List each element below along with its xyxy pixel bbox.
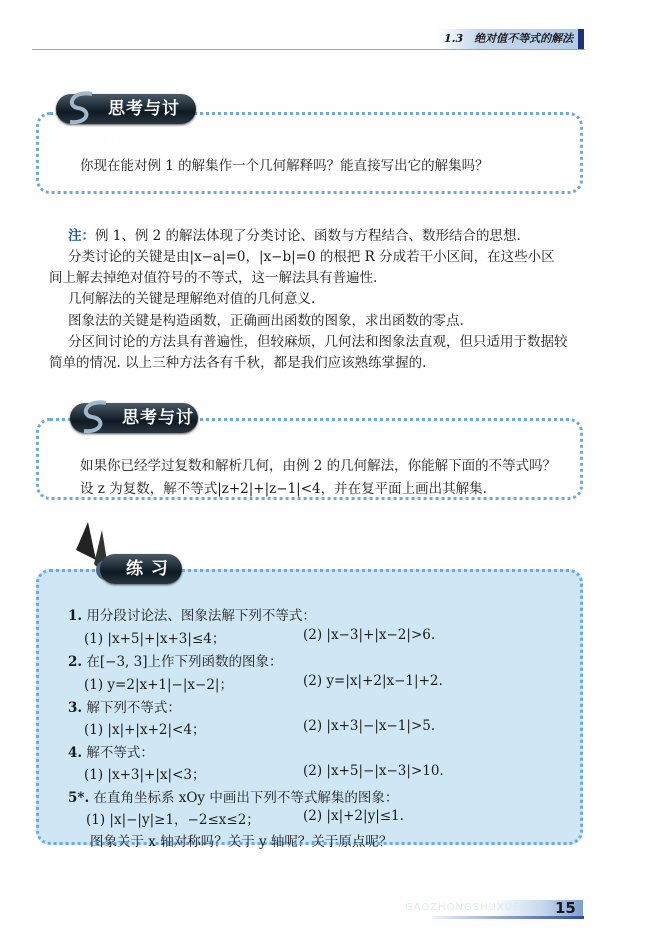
swirl-arrows-icon xyxy=(76,397,116,437)
exercise-1b: (2) |x−3|+|x−2|>6. xyxy=(303,627,436,643)
discussion-badge-1 xyxy=(56,94,196,149)
note-label: 注： xyxy=(68,228,95,244)
exercise-4a: (1) |x+3|+|x|<3； xyxy=(84,767,206,783)
exercise-text: 解不等式： xyxy=(86,745,154,761)
exercise-4 xyxy=(68,741,154,761)
swirl-arrows-icon xyxy=(62,88,102,128)
exercise-5a: (1) |x|−|y|≥1，−2≤x≤2； xyxy=(86,812,260,828)
exercise-1a: (1) |x+5|+|x+3|≤4； xyxy=(84,631,226,647)
note-line-2: 分类讨论的关键是由|x−a|=0，|x−b|=0 的根把 R 分成若干小区间，在这些小区 xyxy=(68,249,555,265)
exercise-2 xyxy=(68,650,283,670)
exercise-3a: (1) |x|+|x+2|<4； xyxy=(84,722,206,738)
exercise-3b: (2) |x+3|−|x−1|>5. xyxy=(303,718,436,734)
header-accent-bar xyxy=(578,29,584,50)
discussion-badge-2 xyxy=(70,403,198,458)
discussion-text: 你现在能对例 1 的解集作一个几何解释吗？能直接写出它的解集吗？ xyxy=(80,158,489,174)
exercise-5b: (2) |x|+2|y|≤1. xyxy=(303,808,404,824)
discussion-title: 思考与讨论 xyxy=(122,408,194,458)
exercise-4b: (2) |x+5|−|x−3|>10. xyxy=(303,763,444,779)
header-rule xyxy=(32,49,585,50)
exercise-title: 练 习 xyxy=(126,559,169,579)
note-line-1 xyxy=(68,224,521,244)
note-text: 例 1、例 2 的解法体现了分类讨论、函数与方程结合、数形结合的思想. xyxy=(95,228,521,244)
exercise-5 xyxy=(68,786,398,806)
exercise-text: 在[−3, 3]上作下列函数的图象： xyxy=(86,654,283,670)
exercise-number: 2. xyxy=(68,654,83,670)
page-number: 15 xyxy=(555,899,576,917)
note-line-4: 几何解法的关键是理解绝对值的几何意义. xyxy=(68,291,316,307)
discussion-title: 思考与讨论 xyxy=(108,99,180,149)
exercise-3 xyxy=(68,696,181,716)
exercise-text: 用分段讨论法、图象法解下列不等式： xyxy=(86,608,316,624)
discussion-line-2: 设 z 为复数，解不等式|z+2|+|z−1|<4，并在复平面上画出其解集. xyxy=(80,481,487,497)
exercise-5-followup: 图象关于 x 轴对称吗？关于 y 轴呢？关于原点呢？ xyxy=(90,834,393,850)
exercise-text: 在直角坐标系 xOy 中画出下列不等式解集的图象： xyxy=(93,790,399,806)
exercise-badge xyxy=(100,554,182,584)
exercise-2b: (2) y=|x|+2|x−1|+2. xyxy=(303,673,443,689)
exercise-text: 解下列不等式： xyxy=(86,700,181,716)
note-line-5: 图象法的关键是构造函数，正确画出函数的图象，求出函数的零点. xyxy=(68,313,464,329)
exercise-number: 1. xyxy=(68,608,83,624)
exercise-2a: (1) y=2|x+1|−|x−2|； xyxy=(84,677,233,693)
note-line-6: 分区间讨论的方法具有普遍性，但较麻烦，几何法和图象法直观，但只适用于数据较 xyxy=(68,334,568,350)
note-line-3: 间上解去掉绝对值符号的不等式，这一解法具有普遍性. xyxy=(49,270,378,286)
exercise-number: 3. xyxy=(68,700,83,716)
section-header: 1.3 绝对值不等式的解法 xyxy=(436,29,578,49)
exercise-number: 5*. xyxy=(68,790,90,806)
note-line-7: 简单的情况. 以上三种方法各有千秋，都是我们应该熟练掌握的. xyxy=(49,355,427,371)
discussion-line-1: 如果你已经学过复数和解析几何，由例 2 的几何解法，你能解下面的不等式吗？ xyxy=(80,458,557,474)
exercise-1 xyxy=(68,604,316,624)
exercise-number: 4. xyxy=(68,745,83,761)
footer-series: GAOZHONGSHUXUE xyxy=(405,902,521,913)
